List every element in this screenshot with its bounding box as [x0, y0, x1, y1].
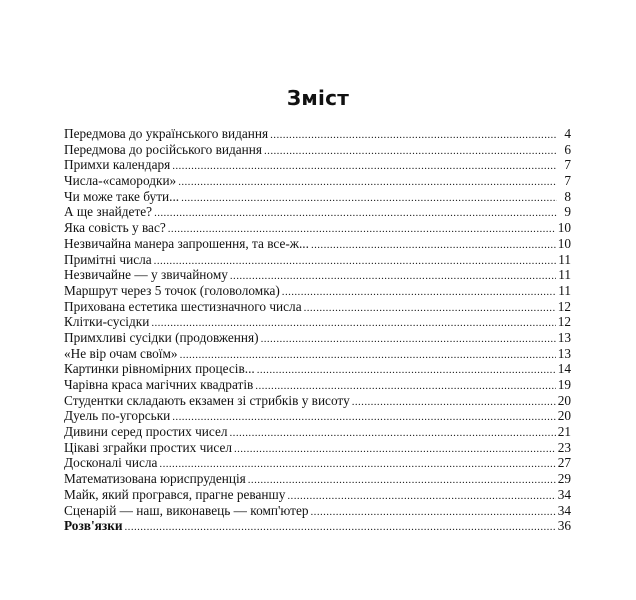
toc-entry-title: Цікаві зграйки простих чисел — [64, 439, 232, 455]
dot-leader — [230, 426, 556, 442]
toc-entry-title: Картинки рівномірних процесів... — [64, 361, 255, 377]
toc-entry-page-number: 7 — [564, 173, 571, 189]
toc-entry-title: А ще знайдете? — [64, 204, 153, 220]
toc-entry[interactable] — [64, 157, 571, 173]
dot-leader — [248, 473, 556, 489]
toc-entry-page-number: 11 — [558, 282, 571, 298]
toc-entry-title: Сценарій — наш, виконавець — комп'ютер — [64, 502, 309, 518]
toc-entry[interactable] — [64, 252, 571, 268]
dot-leader — [352, 395, 556, 411]
toc-entry-page-number: 8 — [564, 188, 571, 204]
toc-entry-title: Прихована естетика шестизначного числа — [64, 298, 302, 314]
toc-entry-title: Майк, який програвся, прагне реваншу — [64, 486, 286, 502]
toc-entry-title: Студентки складають екзамен зі стрибків у висоту — [64, 392, 350, 408]
dot-leader — [311, 238, 556, 254]
toc-entry[interactable] — [64, 204, 571, 220]
toc-entry-title: «Не вір очам своїм» — [64, 345, 178, 361]
dot-leader — [311, 505, 556, 521]
toc-entry[interactable] — [64, 299, 571, 315]
toc-entry-title: Числа-«самородки» — [64, 173, 177, 189]
toc-entry-page-number: 13 — [557, 345, 571, 361]
toc-entry-title: Математизована юриспруденція — [64, 471, 246, 487]
dot-leader — [172, 410, 555, 426]
toc-entry-title: Маршрут через 5 точок (головоломка) — [64, 282, 280, 298]
toc-entry-page-number: 23 — [557, 439, 571, 455]
toc-entry-page-number: 11 — [558, 251, 571, 267]
table-of-contents — [64, 126, 571, 534]
dot-leader — [181, 191, 557, 207]
toc-entry[interactable] — [64, 283, 571, 299]
dot-leader — [282, 285, 556, 301]
toc-entry[interactable] — [64, 236, 571, 252]
toc-entry-page-number: 34 — [557, 502, 571, 518]
toc-entry-title: Клітки-сусідки — [64, 314, 150, 330]
dot-leader — [287, 489, 555, 505]
toc-entry[interactable] — [64, 377, 571, 393]
toc-entry-page-number: 11 — [558, 267, 571, 283]
toc-entry-title: Незвичайне — у звичайному — [64, 267, 228, 283]
toc-entry-title: Чи може таке бути... — [64, 188, 180, 204]
toc-entry-title: Примхи календаря — [64, 157, 171, 173]
toc-entry-page-number: 27 — [557, 455, 571, 471]
toc-entry-page-number: 36 — [557, 518, 571, 534]
dot-leader — [261, 332, 556, 348]
toc-entry[interactable] — [64, 330, 571, 346]
toc-entry-title: Передмова до російського видання — [64, 141, 263, 157]
toc-entry-page-number: 4 — [564, 126, 571, 141]
toc-entry[interactable] — [64, 455, 571, 471]
page-title: Зміст — [286, 86, 350, 110]
toc-entry[interactable] — [64, 220, 571, 236]
toc-entry-page-number: 7 — [564, 157, 571, 173]
toc-entry[interactable] — [64, 361, 571, 377]
dot-leader — [270, 128, 557, 144]
dot-leader — [154, 206, 557, 222]
toc-entry[interactable] — [64, 487, 571, 503]
toc-entry[interactable] — [64, 408, 571, 424]
dot-leader — [264, 144, 557, 160]
toc-entry[interactable] — [64, 424, 571, 440]
dot-leader — [178, 175, 557, 191]
dot-leader — [125, 520, 556, 536]
toc-entry-title: Примітні числа — [64, 251, 152, 267]
toc-entry-title: Яка совість у вас? — [64, 220, 166, 236]
toc-entry-title: Незвичайна манера запрошення, та все-ж... — [64, 235, 309, 251]
toc-entry-page-number: 20 — [557, 392, 571, 408]
dot-leader — [234, 442, 556, 458]
toc-entry-page-number: 12 — [557, 298, 571, 314]
toc-entry[interactable] — [64, 393, 571, 409]
toc-entry-page-number: 10 — [557, 235, 571, 251]
toc-entry-page-number: 10 — [557, 220, 571, 236]
toc-entry-page-number: 20 — [557, 408, 571, 424]
toc-entry[interactable] — [64, 518, 571, 534]
toc-entry-page-number: 19 — [557, 377, 571, 392]
toc-entry-title: Чарівна краса магічних квадратів — [64, 377, 254, 392]
toc-entry[interactable] — [64, 440, 571, 456]
toc-entry-title: Розв'язки — [64, 518, 123, 534]
toc-entry[interactable] — [64, 142, 571, 158]
toc-entry-title: Дивини серед простих чисел — [64, 424, 228, 440]
toc-entry[interactable] — [64, 314, 571, 330]
toc-entry[interactable] — [64, 189, 571, 205]
toc-entry[interactable] — [64, 126, 571, 142]
toc-entry-title: Передмова до українського видання — [64, 126, 269, 141]
toc-entry-title: Дуель по-угорськи — [64, 408, 171, 424]
dot-leader — [172, 159, 557, 175]
toc-entry-title: Примхливі сусідки (продовження) — [64, 329, 259, 345]
toc-entry-page-number: 29 — [557, 471, 571, 487]
toc-entry-page-number: 34 — [557, 486, 571, 502]
toc-entry[interactable] — [64, 471, 571, 487]
toc-entry-page-number: 21 — [557, 424, 571, 440]
toc-entry[interactable] — [64, 346, 571, 362]
toc-entry-page-number: 12 — [557, 314, 571, 330]
toc-entry[interactable] — [64, 267, 571, 283]
toc-entry[interactable] — [64, 503, 571, 519]
toc-entry-page-number: 9 — [564, 204, 571, 220]
dot-leader — [257, 363, 556, 379]
toc-entry-page-number: 14 — [557, 361, 571, 377]
toc-entry-title: Досконалі числа — [64, 455, 158, 471]
dot-leader — [304, 301, 556, 317]
toc-entry[interactable] — [64, 173, 571, 189]
toc-entry-page-number: 13 — [557, 329, 571, 345]
toc-entry-page-number: 6 — [564, 141, 571, 157]
